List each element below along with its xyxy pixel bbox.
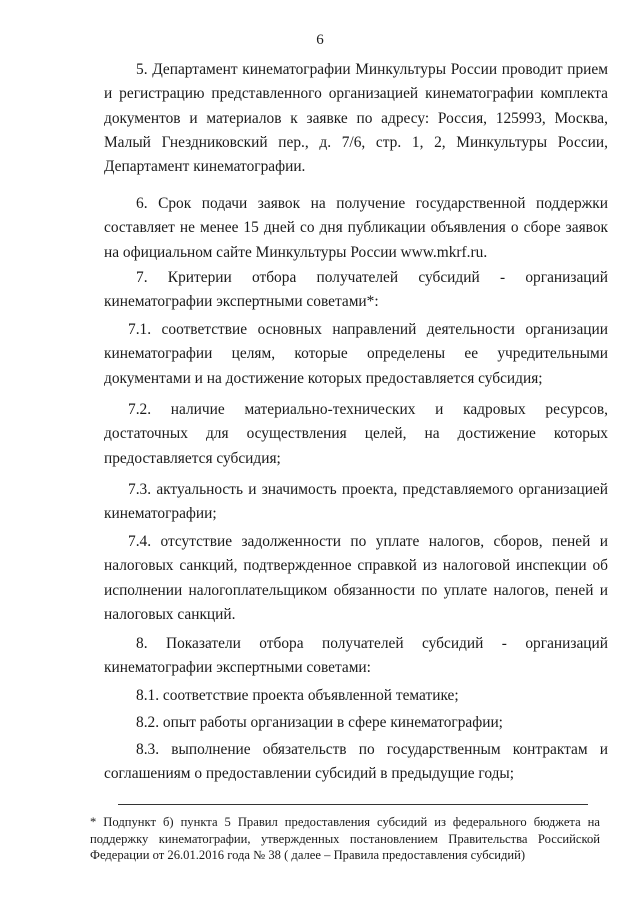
paragraph-7-2	[104, 398, 608, 471]
paragraph-8-text: 8. Показатели отбора получателей субсидий - организаций кинематографии экспертными советами:	[104, 635, 608, 677]
paragraph-7-3	[104, 478, 608, 527]
paragraph-7-4-text: 7.4. отсутствие задолженности по уплате налогов, сборов, пеней и налоговых санкций, подтвержденное справкой из налоговой инспекции об исполнении налогоплательщиком обязанности по уплате налогов, пеней и налоговых санкций.	[104, 533, 608, 623]
paragraph-5-text: 5. Департамент кинематографии Минкультуры России проводит прием и регистрацию представленного организацией кинематографии комплекта документов и материалов к заявке по адресу: Россия, 125993, Москва, Малый Гнездниковский пер., д. 7/6, стр. 1, 2, Минкультуры России, Департамент кинематографии.	[104, 61, 608, 176]
paragraph-7-1	[104, 318, 608, 391]
footnote: * Подпункт б) пункта 5 Правил предоставления субсидий из федерального бюджета на поддержку кинематографии, утвержденных постановлением Правительства Российской Федерации от 26.01.2016 года № 38 ( далее – Правила предоставления субсидий)	[90, 815, 600, 862]
paragraph-8-2-text: 8.2. опыт работы организации в сфере кинематографии;	[136, 714, 503, 731]
paragraph-6-text: 6. Срок подачи заявок на получение государственной поддержки составляет не менее 15 дней со дня публикации объявления о сборе заявок на официальном сайте Минкультуры России www.mkrf.ru.	[104, 195, 608, 261]
paragraph-5	[104, 58, 608, 179]
page-number: 6	[316, 32, 324, 48]
paragraph-8	[104, 632, 608, 681]
paragraph-7-2-text: 7.2. наличие материально-технических и кадровых ресурсов, достаточных для осуществления целей, на достижение которых предоставляется субсидия;	[104, 401, 608, 467]
paragraph-8-3-text: 8.3. выполнение обязательств по государственным контрактам и соглашениям о предоставлении субсидий в предыдущие годы;	[104, 741, 608, 783]
paragraph-8-1-text: 8.1. соответствие проекта объявленной тематике;	[136, 687, 459, 704]
paragraph-8-2	[104, 711, 608, 735]
footnote-separator	[118, 804, 588, 805]
paragraph-7	[104, 266, 608, 315]
paragraph-8-1	[104, 684, 608, 708]
paragraph-7-3-text: 7.3. актуальность и значимость проекта, представляемого организацией кинематографии;	[104, 481, 608, 523]
paragraph-7-1-text: 7.1. соответствие основных направлений деятельности организации кинематографии целям, которые определены ее учредительными документами и на достижение которых предоставляется субсидия;	[104, 321, 608, 387]
paragraph-7-text: 7. Критерии отбора получателей субсидий - организаций кинематографии экспертными советами*:	[104, 269, 608, 311]
paragraph-6	[104, 192, 608, 265]
paragraph-7-4	[104, 530, 608, 627]
paragraph-8-3	[104, 738, 608, 787]
